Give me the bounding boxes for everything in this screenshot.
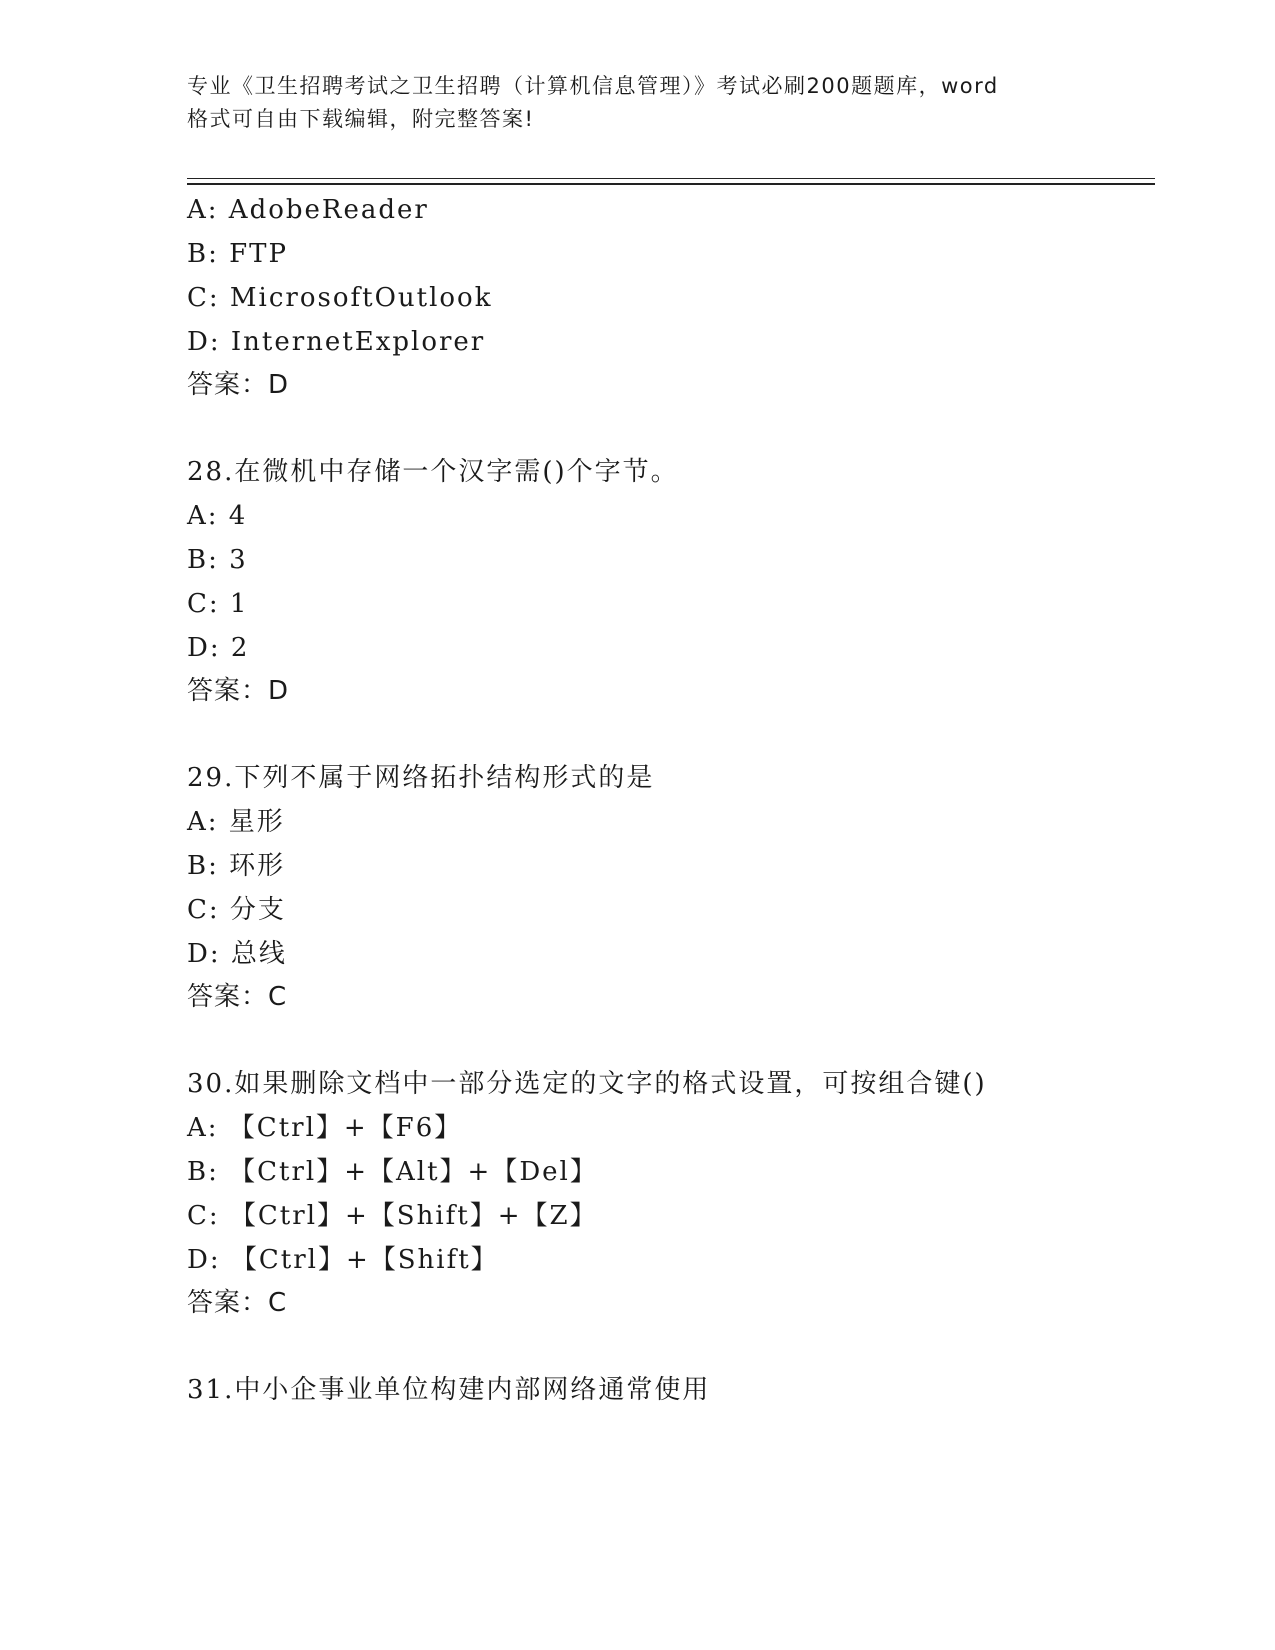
header-line-1: 专业《卫生招聘考试之卫生招聘（计算机信息管理）》考试必刷200题题库，word	[187, 74, 999, 98]
q27-answer: 答案：D	[187, 370, 290, 400]
q30-option-b: B: 【Ctrl】+【Alt】+【Del】	[187, 1157, 598, 1187]
q29-option-a: A: 星形	[187, 807, 285, 837]
q28-option-b: B: 3	[187, 545, 248, 575]
q30-option-d: D: 【Ctrl】+【Shift】	[187, 1245, 499, 1275]
q27-option-c: C: MicrosoftOutlook	[187, 283, 493, 313]
q29-option-c: C: 分支	[187, 895, 286, 925]
q28-answer: 答案：D	[187, 676, 290, 706]
q28-option-c: C: 1	[187, 589, 249, 619]
q31-question: 31.中小企事业单位构建内部网络通常使用	[187, 1375, 711, 1405]
header-line-2: 格式可自由下载编辑，附完整答案!	[187, 107, 535, 131]
q30-answer: 答案：C	[187, 1288, 288, 1318]
q29-question: 29.下列不属于网络拓扑结构形式的是	[187, 763, 655, 793]
q30-option-a: A: 【Ctrl】+【F6】	[187, 1113, 463, 1143]
q27-option-a: A: AdobeReader	[187, 195, 429, 225]
q30-question: 30.如果删除文档中一部分选定的文字的格式设置，可按组合键()	[187, 1069, 987, 1099]
q29-option-b: B: 环形	[187, 851, 286, 881]
q27-option-d: D: InternetExplorer	[187, 327, 486, 357]
document-header	[187, 70, 1087, 136]
q28-option-d: D: 2	[187, 633, 250, 663]
q28-option-a: A: 4	[187, 501, 248, 531]
header-divider-thick	[187, 183, 1155, 185]
q27-option-b: B: FTP	[187, 239, 289, 269]
q28-question: 28.在微机中存储一个汉字需()个字节。	[187, 457, 679, 487]
q29-answer: 答案：C	[187, 982, 288, 1012]
q29-option-d: D: 总线	[187, 939, 287, 969]
header-divider-thin	[187, 178, 1155, 179]
q30-option-c: C: 【Ctrl】+【Shift】+【Z】	[187, 1201, 598, 1231]
